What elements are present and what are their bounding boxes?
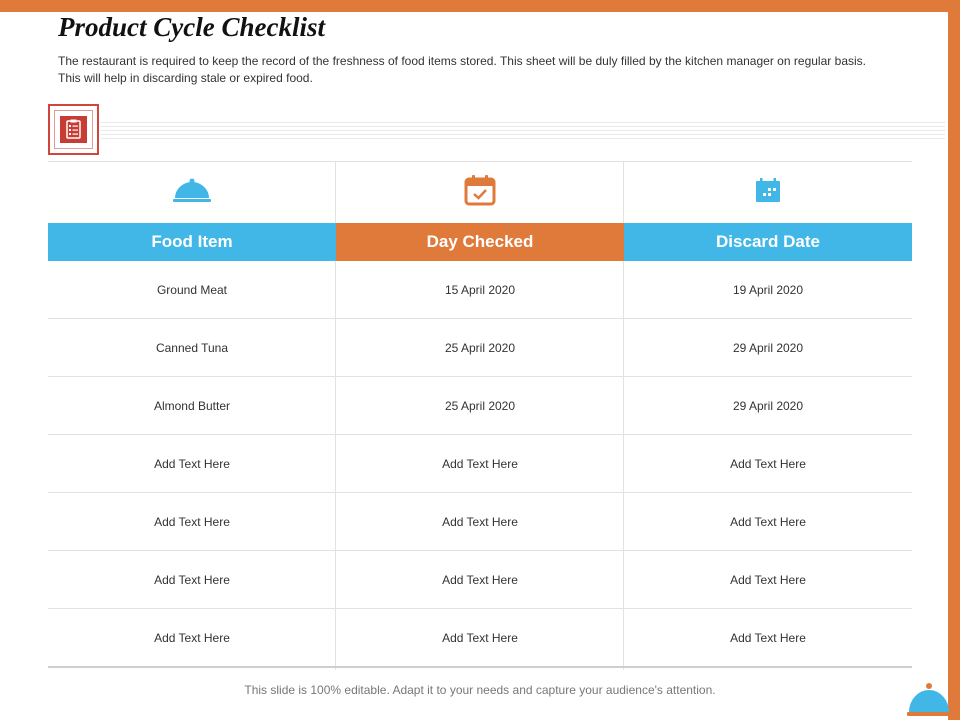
checklist-icon	[60, 116, 87, 143]
checklist-badge	[48, 104, 99, 155]
header-food-item: Food Item	[48, 223, 336, 261]
header-day-checked: Day Checked	[336, 223, 624, 261]
food-item-cell: Ground Meat	[156, 282, 228, 297]
table-row	[48, 609, 912, 668]
discard-date-cell: Add Text Here	[730, 456, 806, 471]
table-row	[48, 551, 912, 609]
top-accent-bar	[0, 0, 960, 12]
day-checked-cell: Add Text Here	[442, 456, 518, 471]
food-item-cell: Add Text Here	[154, 572, 230, 587]
calendar-icon	[754, 176, 782, 209]
day-checked-cell: 25 April 2020	[444, 398, 516, 413]
header-discard-date: Discard Date	[624, 223, 912, 261]
food-item-cell: Add Text Here	[154, 514, 230, 529]
right-accent-bar	[948, 0, 960, 720]
discard-date-cell: Add Text Here	[730, 572, 806, 587]
table-row	[48, 377, 912, 435]
checklist-table	[48, 161, 912, 669]
discard-date-cell: 19 April 2020	[732, 282, 804, 297]
day-checked-cell: Add Text Here	[442, 630, 518, 645]
serving-cloche-icon	[172, 176, 212, 209]
discard-date-cell: Add Text Here	[730, 514, 806, 529]
table-row	[48, 261, 912, 319]
calendar-check-icon	[464, 174, 496, 211]
slide-description: The restaurant is required to keep the record of the freshness of food items stored. This sheet will be duly filled by the kitchen manager on regular basis. This will help in discarding stale or expired food.	[58, 54, 866, 85]
slide-title: Product Cycle Checklist	[58, 12, 325, 42]
food-item-cell: Canned Tuna	[155, 340, 229, 355]
discard-date-cell: 29 April 2020	[732, 340, 804, 355]
footer-note: This slide is 100% editable. Adapt it to your needs and capture your audience's attention.	[244, 683, 716, 697]
decorative-divider	[101, 122, 945, 142]
table-row	[48, 319, 912, 377]
day-checked-cell: 15 April 2020	[444, 282, 516, 297]
discard-date-cell: Add Text Here	[730, 630, 806, 645]
discard-date-cell: 29 April 2020	[732, 398, 804, 413]
column-icons-row	[48, 162, 912, 223]
table-header-row	[48, 223, 912, 261]
food-item-cell: Almond Butter	[153, 398, 231, 413]
food-item-cell: Add Text Here	[154, 456, 230, 471]
table-row	[48, 493, 912, 551]
serving-cloche-icon	[905, 680, 951, 725]
day-checked-cell: Add Text Here	[442, 514, 518, 529]
day-checked-cell: 25 April 2020	[444, 340, 516, 355]
food-item-cell: Add Text Here	[154, 630, 230, 645]
table-row	[48, 435, 912, 493]
day-checked-cell: Add Text Here	[442, 572, 518, 587]
